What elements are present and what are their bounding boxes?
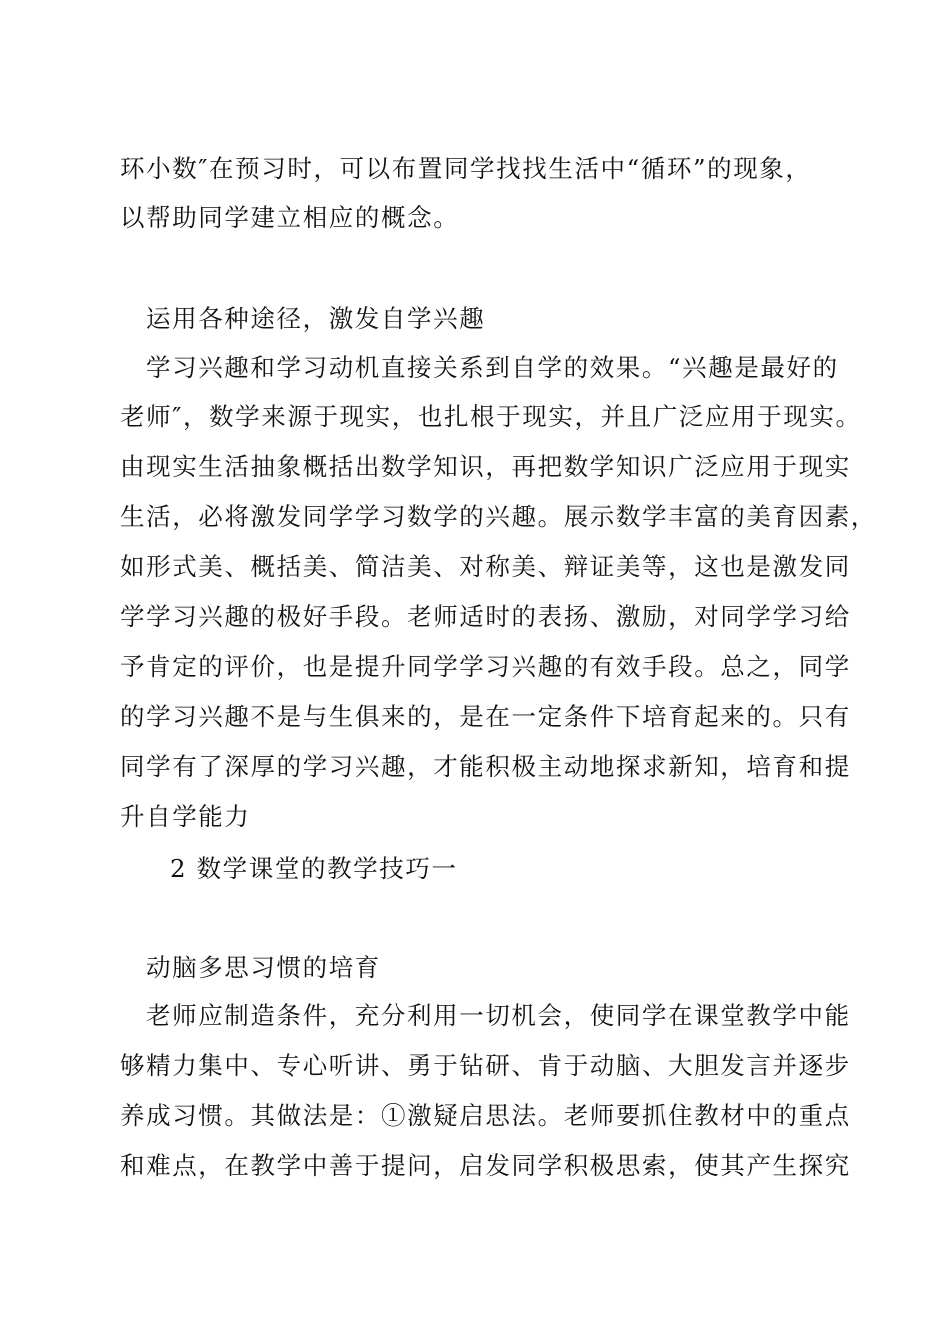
paragraph-line: 学学习兴趣的极好手段。老师适时的表扬、激励，对同学学习给 — [120, 602, 851, 631]
paragraph-line: 予肯定的评价，也是提升同学学习兴趣的有效手段。总之，同学 — [120, 652, 851, 681]
paragraph-line: 环小数″在预习时，可以布置同学找找生活中“循环”的现象， — [120, 154, 812, 183]
paragraph-line: 和难点，在教学中善于提问，启发同学积极思索，使其产生探究 — [120, 1151, 851, 1180]
section-heading: 运用各种途径，激发自学兴趣 — [146, 304, 486, 333]
paragraph-line: 养成习惯。其做法是：①激疑启思法。老师要抓住教材中的重点 — [120, 1101, 851, 1130]
paragraph-line: 够精力集中、专心听讲、勇于钻研、肯于动脑、大胆发言并逐步 — [120, 1051, 851, 1080]
paragraph-line: 老师应制造条件，充分利用一切机会，使同学在课堂教学中能 — [146, 1001, 851, 1030]
section-heading: 动脑多思习惯的培育 — [146, 953, 381, 982]
paragraph-line: 生活，必将激发同学学习数学的兴趣。展示数学丰富的美育因素， — [120, 502, 877, 531]
paragraph-line: 的学习兴趣不是与生俱来的，是在一定条件下培育起来的。只有 — [120, 702, 851, 731]
paragraph-line: 以帮助同学建立相应的概念。 — [120, 203, 460, 232]
part-title: 2 数学课堂的教学技巧一 — [170, 854, 458, 883]
paragraph-line: 学习兴趣和学习动机直接关系到自学的效果。“兴趣是最好的 — [146, 353, 839, 382]
paragraph-line: 升自学能力 — [120, 802, 251, 831]
paragraph-line: 如形式美、概括美、简洁美、对称美、辩证美等，这也是激发同 — [120, 552, 851, 581]
paragraph-line: 老师″，数学来源于现实，也扎根于现实，并且广泛应用于现实。 — [120, 402, 862, 431]
paragraph-line: 由现实生活抽象概括出数学知识，再把数学知识广泛应用于现实 — [120, 452, 851, 481]
paragraph-line: 同学有了深厚的学习兴趣，才能积极主动地探求新知，培育和提 — [120, 752, 851, 781]
